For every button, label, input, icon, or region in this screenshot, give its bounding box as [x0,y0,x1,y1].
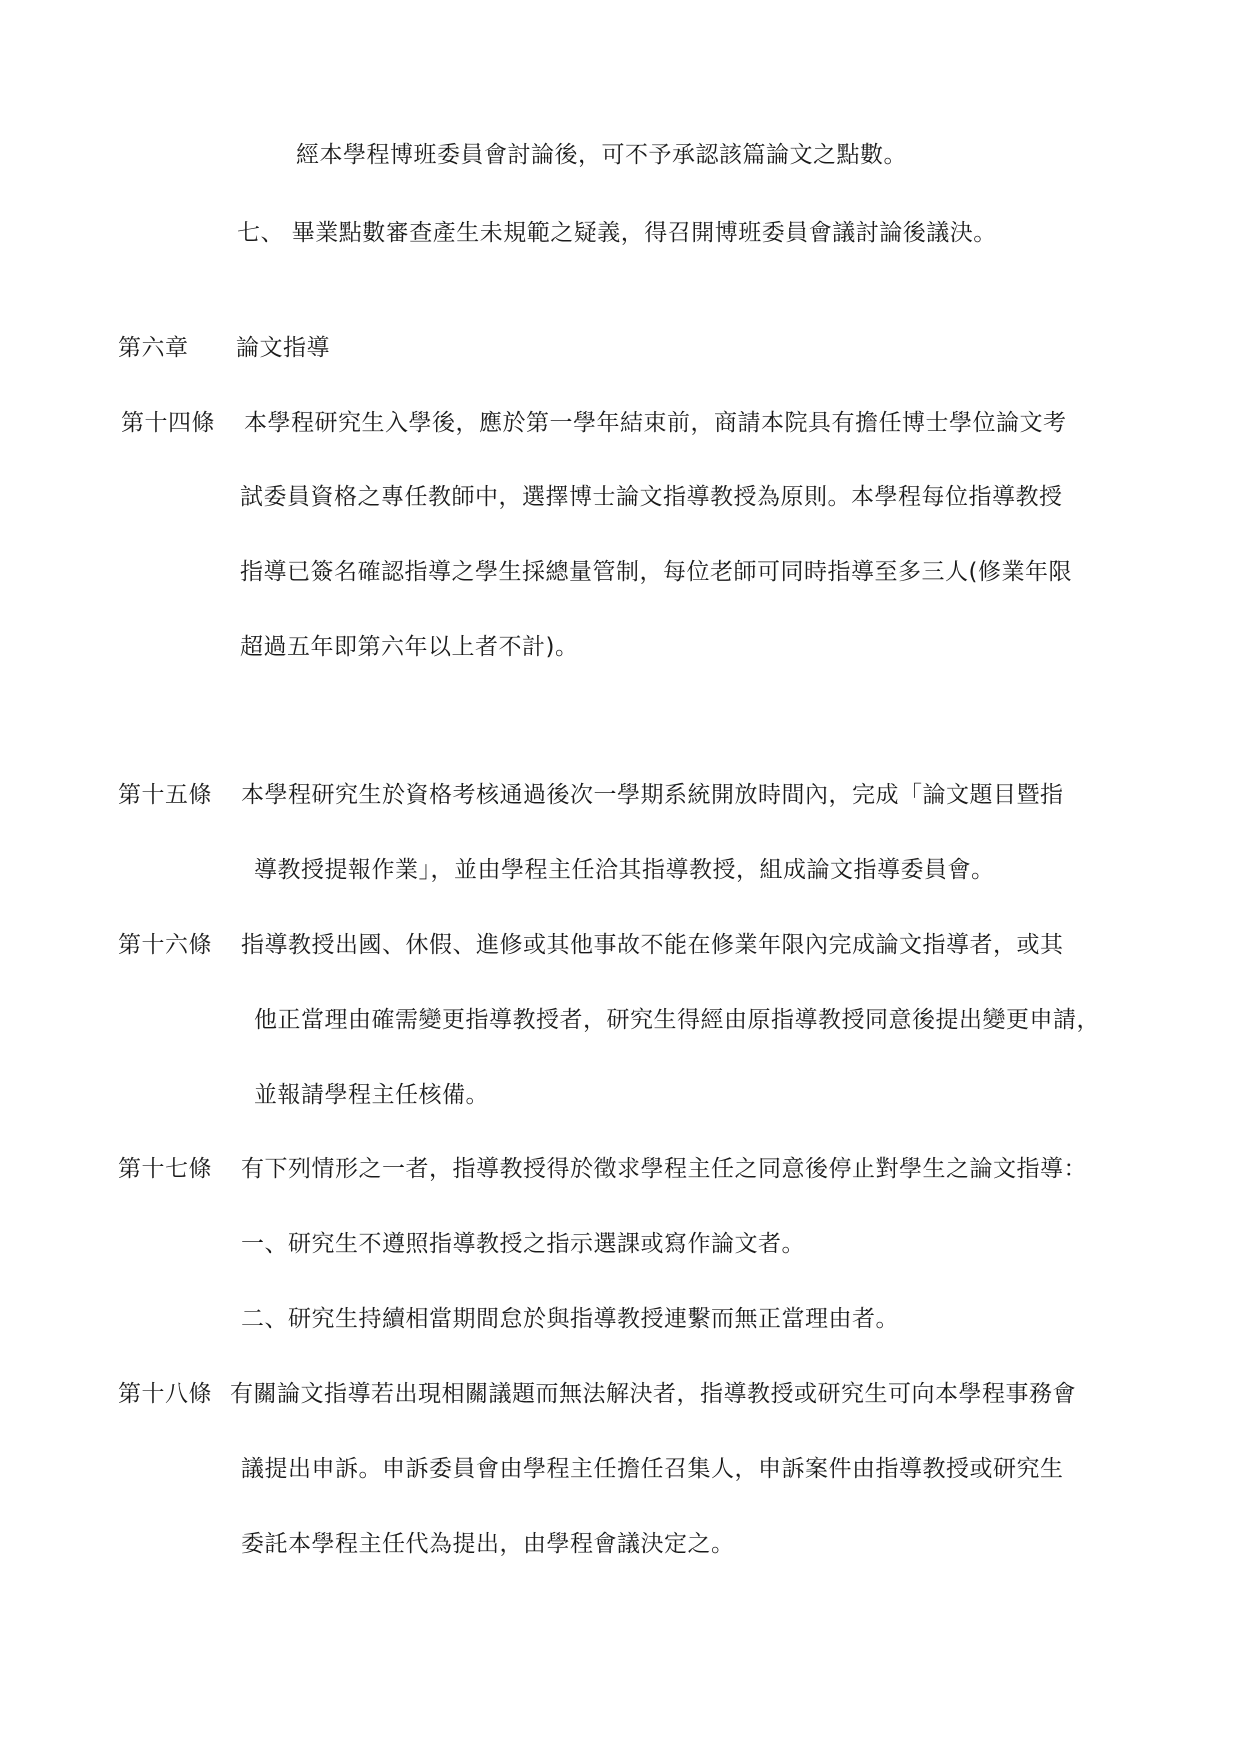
article-14-label: 第十四條 [121,410,215,436]
article-16-line: 指導教授出國、休假、進修或其他事故不能在修業年限內完成論文指導者，或其 [241,932,1064,958]
article-16-line: 並報請學程主任核備。 [254,1082,489,1108]
article-17-line: 有下列情形之一者，指導教授得於徵求學程主任之同意後停止對學生之論文指導： [241,1156,1087,1182]
article-16-line: 他正當理由確需變更指導教授者，研究生得經由原指導教授同意後提出變更申請， [254,1007,1100,1033]
chapter-label: 第六章 [118,335,189,361]
article-14-line: 試委員資格之專任教師中，選擇博士論文指導教授為原則。本學程每位指導教授 [240,484,1063,510]
article-18-line: 議提出申訴。申訴委員會由學程主任擔任召集人，申訴案件由指導教授或研究生 [241,1456,1064,1482]
article-18-line: 委託本學程主任代為提出，由學程會議決定之。 [241,1531,735,1557]
article-17-item: 一、研究生不遵照指導教授之指示選課或寫作論文者。 [241,1231,805,1257]
chapter-title: 論文指導 [236,335,330,361]
article-18-line: 有關論文指導若出現相關議題而無法解決者，指導教授或研究生可向本學程事務會 [230,1381,1076,1407]
article-14-line: 超過五年即第六年以上者不計)。 [240,634,579,660]
list-item-seven: 七、 畢業點數審查產生未規範之疑義，得召開博班委員會議討論後議決。 [237,220,997,246]
article-14-line: 本學程研究生入學後，應於第一學年結束前，商請本院具有擔任博士學位論文考 [244,410,1067,436]
article-15-label: 第十五條 [118,782,212,808]
article-15-line: 導教授提報作業」，並由學程主任洽其指導教授，組成論文指導委員會。 [254,857,995,883]
article-17-item: 二、研究生持續相當期間怠於與指導教授連繫而無正當理由者。 [241,1306,899,1332]
paragraph-line: 經本學程博班委員會討論後，可不予承認該篇論文之點數。 [296,142,907,168]
article-15-line: 本學程研究生於資格考核通過後次一學期系統開放時間內，完成「論文題目暨指 [241,782,1064,808]
article-17-label: 第十七條 [118,1156,212,1182]
article-16-label: 第十六條 [118,932,212,958]
article-18-label: 第十八條 [118,1381,212,1407]
article-14-line: 指導已簽名確認指導之學生採總量管制，每位老師可同時指導至多三人(修業年限 [240,559,1072,585]
